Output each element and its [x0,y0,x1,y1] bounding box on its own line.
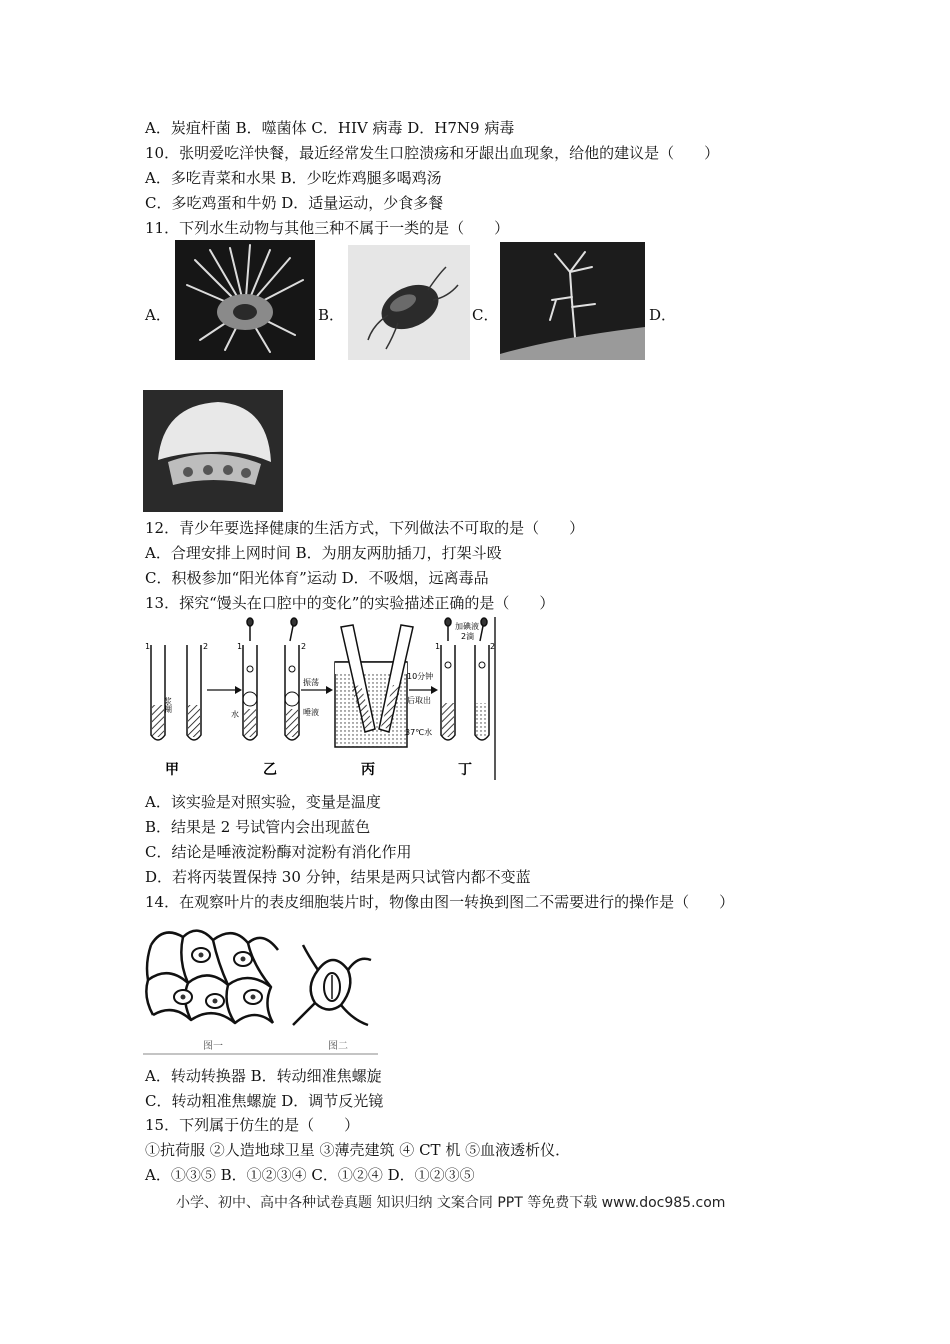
tube-number-2-b: 2 [301,642,307,651]
page-footer: 小学、初中、高中各种试卷真题 知识归纳 文案合同 PPT 等免费下载 www.doc985.com [176,1195,726,1211]
q11-option-a-label: A． [145,306,171,324]
tube-number-1: 1 [145,642,151,651]
stage-label-yi: 乙 [263,762,277,778]
q11-option-c-label: C． [472,306,499,324]
q15-options: A．①③⑤ B．①②③④ C．①②④ D．①②③⑤ [145,1166,475,1184]
stage-label-ding: 丁 [458,762,472,778]
q11-stem: 11．下列水生动物与其他三种不属于一类的是（ ） [145,219,510,237]
q13-stem: 13．探究“馒头在口腔中的变化”的实验描述正确的是（ ） [145,594,555,612]
tube-number-2: 2 [203,642,209,651]
figure-2-label: 图二 [328,1041,348,1052]
tube-number-1-d: 1 [435,642,441,651]
label-add-iodine: 加碘液 [455,622,479,631]
jellyfish-image [143,390,283,512]
stage-label-bing: 丙 [361,762,375,778]
q14-stem: 14．在观察叶片的表皮细胞装片时，物像由图一转换到图二不需要进行的操作是（ ） [145,893,735,911]
q15-stem: 15．下列属于仿生的是（ ） [145,1116,360,1134]
label-saliva: 唾液 [303,708,319,717]
saliva-experiment-diagram [143,617,498,780]
q13-option-b: B．结果是 2 号试管内会出现蓝色 [145,818,371,836]
q10-options-ab: A．多吃青菜和水果 B．少吃炸鸡腿多喝鸡汤 [145,169,442,187]
epidermal-cells-diagram [143,915,378,1057]
q11-option-d-label: D． [649,306,677,324]
label-shake: 振荡 [303,678,319,687]
hydra-image [500,242,645,360]
q13-option-c: C．结论是唾液淀粉酶对淀粉有消化作用 [145,843,412,861]
q9-options: A．炭疽杆菌 B．噬菌体 C．HIV 病毒 D．H7N9 病毒 [145,119,515,137]
label-water-37c: 37℃水 [405,728,433,737]
label-two-drops: 2滴 [461,632,475,641]
q14-options-cd: C．转动粗准焦螺旋 D．调节反光镜 [145,1092,384,1110]
label-ten-minutes: 10分钟 [407,672,434,681]
q14-options-ab: A．转动转换器 B．转动细准焦螺旋 [145,1067,382,1085]
q12-options-cd: C．积极参加“阳光体育”运动 D．不吸烟，远离毒品 [145,569,489,587]
label-take-out: 后取出 [407,696,431,705]
q13-option-d: D．若将丙装置保持 30 分钟，结果是两只试管内都不变蓝 [145,868,531,886]
q13-option-a: A．该实验是对照实验，变量是温度 [145,793,381,811]
q12-stem: 12．青少年要选择健康的生活方式，下列做法不可取的是（ ） [145,519,585,537]
q15-items: ①抗荷服 ②人造地球卫星 ③薄壳建筑 ④ CT 机 ⑤血液透析仪． [145,1141,571,1159]
stage-label-jia: 甲 [165,762,179,778]
water-beetle-image [348,245,470,360]
tube-number-2-d: 2 [490,642,496,651]
label-water: 水 [231,710,239,719]
q12-options-ab: A．合理安排上网时间 B．为朋友两肋插刀，打架斗殴 [145,544,502,562]
label-starch-paste: 浆糊 [163,697,173,713]
figure-1-label: 图一 [203,1041,223,1052]
q10-options-cd: C．多吃鸡蛋和牛奶 D．适量运动，少食多餐 [145,194,444,212]
sea-anemone-image [175,240,315,360]
q11-option-b-label: B． [318,306,345,324]
q10-stem: 10．张明爱吃洋快餐，最近经常发生口腔溃疡和牙龈出血现象，给他的建议是（ ） [145,144,720,162]
tube-number-1-b: 1 [237,642,243,651]
